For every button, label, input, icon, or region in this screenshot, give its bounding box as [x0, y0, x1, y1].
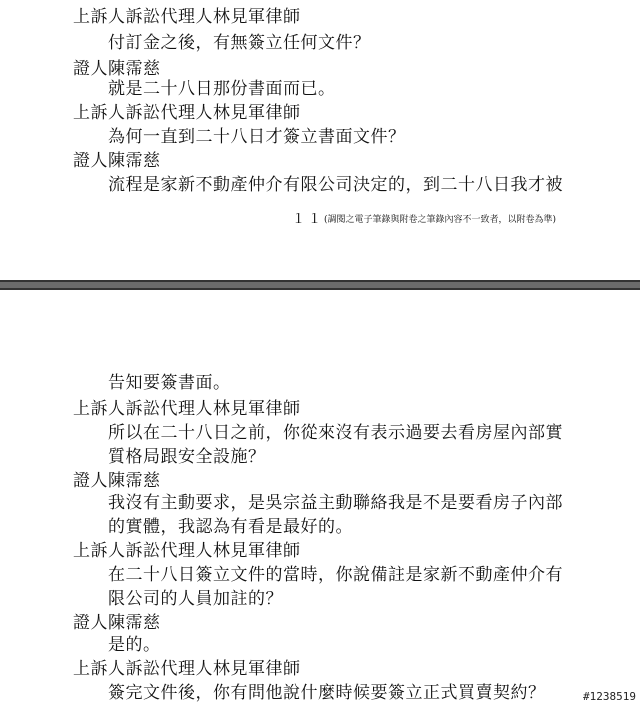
- speaker-line: 上訴人訴訟代理人林見軍律師: [73, 7, 301, 27]
- speaker-line: 上訴人訴訟代理人林見軍律師: [73, 541, 301, 561]
- testimony-line: 是的。: [108, 635, 161, 655]
- testimony-line: 付訂金之後，有無簽立任何文件？: [108, 33, 371, 53]
- transcript-page-bottom: [0, 288, 640, 706]
- speaker-line: 上訴人訴訟代理人林見軍律師: [73, 399, 301, 419]
- testimony-line: 我沒有主動要求，是吳宗益主動聯絡我是不是要看房子內部: [108, 493, 563, 513]
- testimony-line: 簽完文件後，你有問他說什麼時候要簽立正式買賣契約？: [108, 683, 546, 703]
- speaker-line: 證人陳霈慈: [73, 471, 161, 491]
- testimony-line: 質格局跟安全設施？: [108, 447, 266, 467]
- testimony-line: 所以在二十八日之前，你從來沒有表示過要去看房屋內部實: [108, 423, 563, 443]
- testimony-line: 限公司的人員加註的？: [108, 589, 283, 609]
- testimony-line: 流程是家新不動產仲介有限公司決定的，到二十八日我才被: [108, 175, 563, 195]
- transcript-page-top: [0, 0, 640, 282]
- testimony-line: 的實體，我認為有看是最好的。: [108, 517, 353, 537]
- testimony-line: 就是二十八日那份書面而已。: [108, 79, 336, 99]
- speaker-line: 證人陳霈慈: [73, 151, 161, 171]
- testimony-line: 為何一直到二十八日才簽立書面文件？: [108, 127, 406, 147]
- speaker-line: 證人陳霈慈: [73, 613, 161, 633]
- image-id-watermark: #1238519: [583, 690, 636, 703]
- testimony-line: 告知要簽書面。: [108, 373, 231, 393]
- footer-note: (調閱之電子筆錄與附卷之筆錄內容不一致者，以附卷為準): [324, 215, 557, 225]
- page-number: １１: [292, 212, 325, 227]
- speaker-line: 上訴人訴訟代理人林見軍律師: [73, 659, 301, 679]
- speaker-line: 證人陳霈慈: [73, 59, 161, 79]
- speaker-line: 上訴人訴訟代理人林見軍律師: [73, 103, 301, 123]
- testimony-line: 在二十八日簽立文件的當時，你說備註是家新不動產仲介有: [108, 565, 563, 585]
